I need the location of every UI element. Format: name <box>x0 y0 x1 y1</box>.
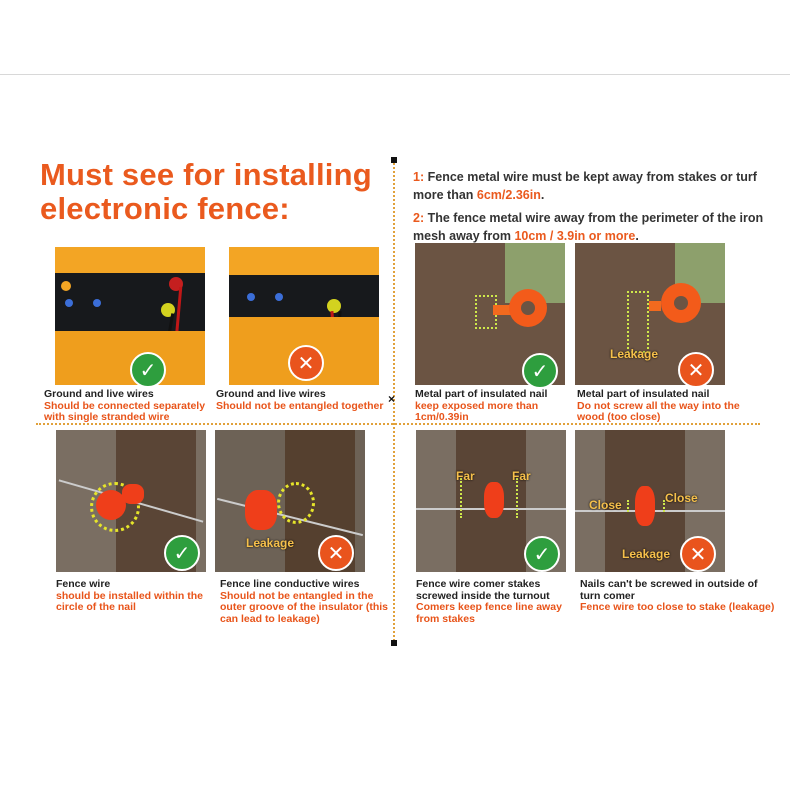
note-2: 2: The fence metal wire away from the perimeter of the iron mesh away from 10cm / 3.9in or more. <box>413 211 764 243</box>
check-icon: ✓ <box>164 535 200 571</box>
far-label: Far <box>512 469 531 483</box>
caption-panel-6: Fence line conductive wires Should not be entangled in the outer groove of the insulator (this can lead to leakage) <box>220 578 389 625</box>
check-icon: ✓ <box>522 353 558 389</box>
page-title <box>40 158 372 226</box>
cross-icon: ✕ <box>680 536 716 572</box>
caption-panel-4: Metal part of insulated nail Do not screw all the way into the wood (too close) <box>577 388 740 423</box>
caption-panel-1: Ground and live wires Should be connected separately with single stranded wire <box>44 388 206 423</box>
cross-icon: ✕ <box>288 345 324 381</box>
check-icon: ✓ <box>130 352 166 388</box>
installation-notes <box>413 168 773 250</box>
caption-panel-3: Metal part of insulated nail keep exposed more than 1cm/0.39in <box>415 388 548 423</box>
title-line-1: Must see for installing <box>40 157 372 192</box>
leakage-label: Leakage <box>622 547 671 561</box>
far-label: Far <box>456 469 475 483</box>
note-1: 1: Fence metal wire must be kept away from stakes or turf more than 6cm/2.36in. <box>413 170 757 202</box>
caption-panel-2: Ground and live wires Should not be entangled together <box>216 388 384 412</box>
title-line-2: electronic fence: <box>40 191 290 226</box>
center-cross-icon: × <box>388 392 396 406</box>
divider-marker <box>391 640 397 646</box>
divider-marker <box>391 157 397 163</box>
caption-panel-7: Fence wire comer stakes screwed inside the turnout Comers keep fence line away from stakes <box>416 578 562 625</box>
caption-panel-5: Fence wire should be installed within the circle of the nail <box>56 578 204 613</box>
leakage-label: Leakage <box>246 536 295 550</box>
leakage-label: Leakage <box>610 347 659 361</box>
close-label: Close <box>589 498 622 512</box>
close-label: Close <box>665 491 698 505</box>
caption-panel-8: Nails can't be screwed in outside of turn comer Fence wire too close to stake (leakage) <box>580 578 775 613</box>
cross-icon: ✕ <box>678 352 714 388</box>
check-icon: ✓ <box>524 536 560 572</box>
cross-icon: ✕ <box>318 535 354 571</box>
